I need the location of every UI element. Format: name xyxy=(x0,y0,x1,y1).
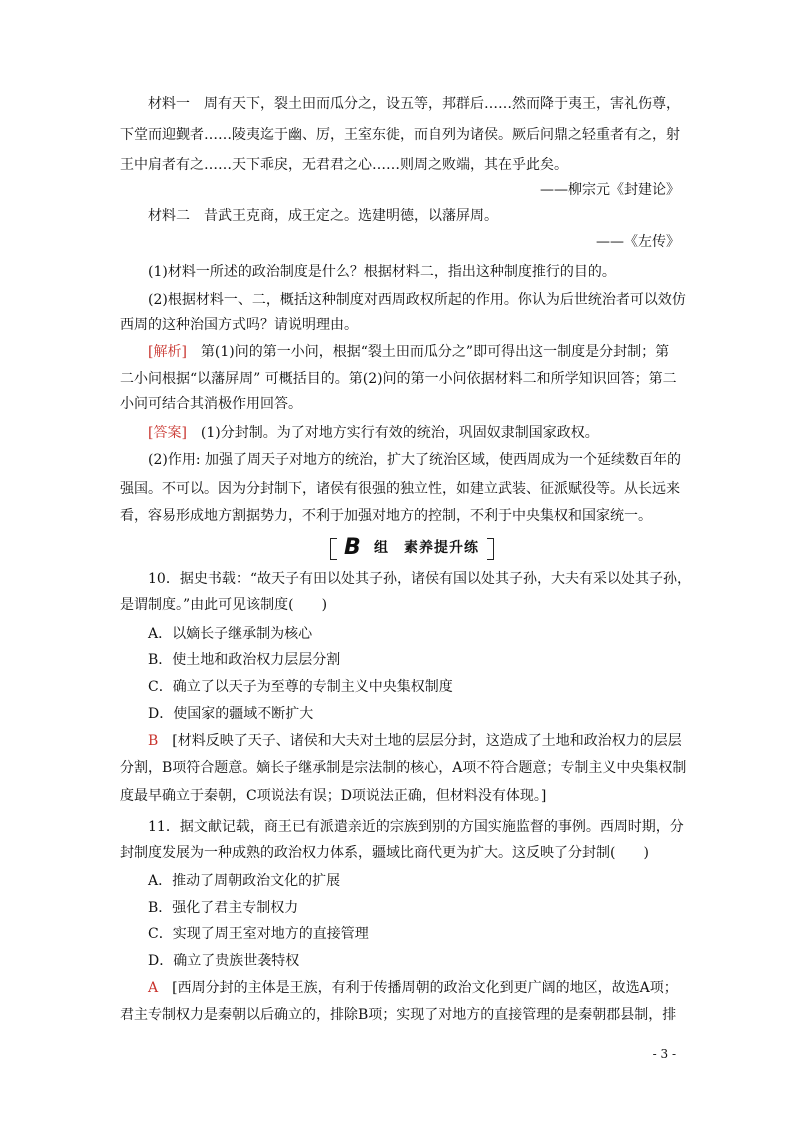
q10-explain-line: 度最早确立于秦朝，C项说法有误；D项说法正确，但材料没有体现。] xyxy=(120,788,547,804)
q11-option-d: D．确立了贵族世袭特权 xyxy=(148,953,300,969)
q10-explain-line xyxy=(148,731,682,751)
q10-option-c: C．确立了以天子为至尊的专制主义中央集权制度 xyxy=(148,679,453,695)
q10-answer-letter: B xyxy=(148,733,159,749)
q10-option-d: D．使国家的疆域不断扩大 xyxy=(148,706,314,722)
q10-explain-text: [材料反映了天子、诸侯和大夫对土地的层层分封，这造成了土地和政治权力的层层 xyxy=(158,733,682,749)
analysis-tag: [解析] xyxy=(148,344,187,360)
analysis-line: 小问可结合其消极作用回答。 xyxy=(120,396,302,412)
q11-explain-text: [西周分封的主体是王族，有利于传播周朝的政治文化到更广阔的地区，故选A项； xyxy=(158,980,678,996)
section-banner xyxy=(330,536,494,560)
material1-line: 王中肩者有之……天下乖戾，无君君之心……则周之败端，其在乎此矣。 xyxy=(120,157,568,173)
question-10-line: 是谓制度。”由此可见该制度( ) xyxy=(120,597,328,613)
q10-explain-line: 分割，B项符合题意。嫡长子继承制是宗法制的核心，A项不符合题意；专制主义中央集权制 xyxy=(120,760,687,776)
material2-source: ——《左传》 xyxy=(596,234,680,250)
material1-source: ——柳宗元《封建论》 xyxy=(540,182,680,198)
question-2-line: 西周的这种治国方式吗？请说明理由。 xyxy=(120,317,358,333)
section-label: B xyxy=(344,535,361,560)
analysis-line: 二小问根据“以藩屏周” 可概括目的。第(2)问的第一小问依据材料二和所学知识回答；第二 xyxy=(120,371,677,387)
answer-tag: [答案] xyxy=(148,425,187,441)
question-10-line: 10．据史书载：“故天子有田以处其子孙，诸侯有国以处其子孙，大夫有采以处其子孙， xyxy=(148,571,691,587)
q11-explain-line: 君主专制权力是秦朝以后确立的，排除B项；实现了对地方的直接管理的是秦朝郡县制，排 xyxy=(120,1007,677,1023)
answer-text: (1)分封制。为了对地方实行有效的统治，巩固奴隶制国家政权。 xyxy=(186,425,599,441)
material1-line: 材料一 周有天下，裂土田而瓜分之，设五等，邦群后……然而降于夷王，害礼伤尊， xyxy=(148,96,680,112)
question-2-line: (2)根据材料一、二，概括这种制度对西周政权所起的作用。你认为后世统治者可以效仿 xyxy=(148,292,686,308)
question-11-line: 封制度发展为一种成熟的政治权力体系，疆域比商代更为扩大。这反映了分封制( ) xyxy=(120,845,649,861)
answer-line: 看，容易形成地方割据势力，不利于加强对地方的控制，不利于中央集权和国家统一。 xyxy=(120,508,652,524)
page-number: - 3 - xyxy=(652,1047,676,1061)
q11-option-a: A．推动了周朝政治文化的扩展 xyxy=(148,873,341,889)
q11-option-c: C．实现了周王室对地方的直接管理 xyxy=(148,926,369,942)
material1-line: 下堂而迎觐者……陵夷迄于幽、厉，王室东徙，而自列为诸侯。厥后问鼎之轻重者有之，射 xyxy=(120,127,680,143)
material2-text: 材料二 昔武王克商，成王定之。选建明德，以藩屏周。 xyxy=(148,208,498,224)
question-1: (1)材料一所述的政治制度是什么？根据材料二，指出这种制度推行的目的。 xyxy=(148,264,616,280)
analysis-line xyxy=(148,342,669,362)
bracket-left xyxy=(330,538,337,560)
q11-option-b: B．强化了君主专制权力 xyxy=(148,900,299,916)
section-title: 组 素养提升练 xyxy=(374,540,479,556)
answer-line: 强国。不可以。因为分封制下，诸侯有很强的独立性，如建立武装、征派赋役等。从长远来 xyxy=(120,481,680,497)
answer-line: (2)作用: 加强了周天子对地方的统治，扩大了统治区域，使西周成为一个延续数百年的 xyxy=(148,452,681,468)
question-11-line: 11．据文献记载，商王已有派遣亲近的宗族到别的方国实施监督的事例。西周时期，分 xyxy=(148,819,684,835)
bracket-right xyxy=(487,538,494,560)
q11-explain-line xyxy=(148,978,678,998)
q11-answer-letter: A xyxy=(148,980,159,996)
q10-option-b: B．使土地和政治权力层层分割 xyxy=(148,652,341,668)
analysis-text: 第(1)问的第一小问，根据“裂土田而瓜分之”即可得出这一制度是分封制；第 xyxy=(186,344,670,360)
answer-line xyxy=(148,423,599,443)
q10-option-a: A．以嫡长子继承制为核心 xyxy=(148,626,313,642)
